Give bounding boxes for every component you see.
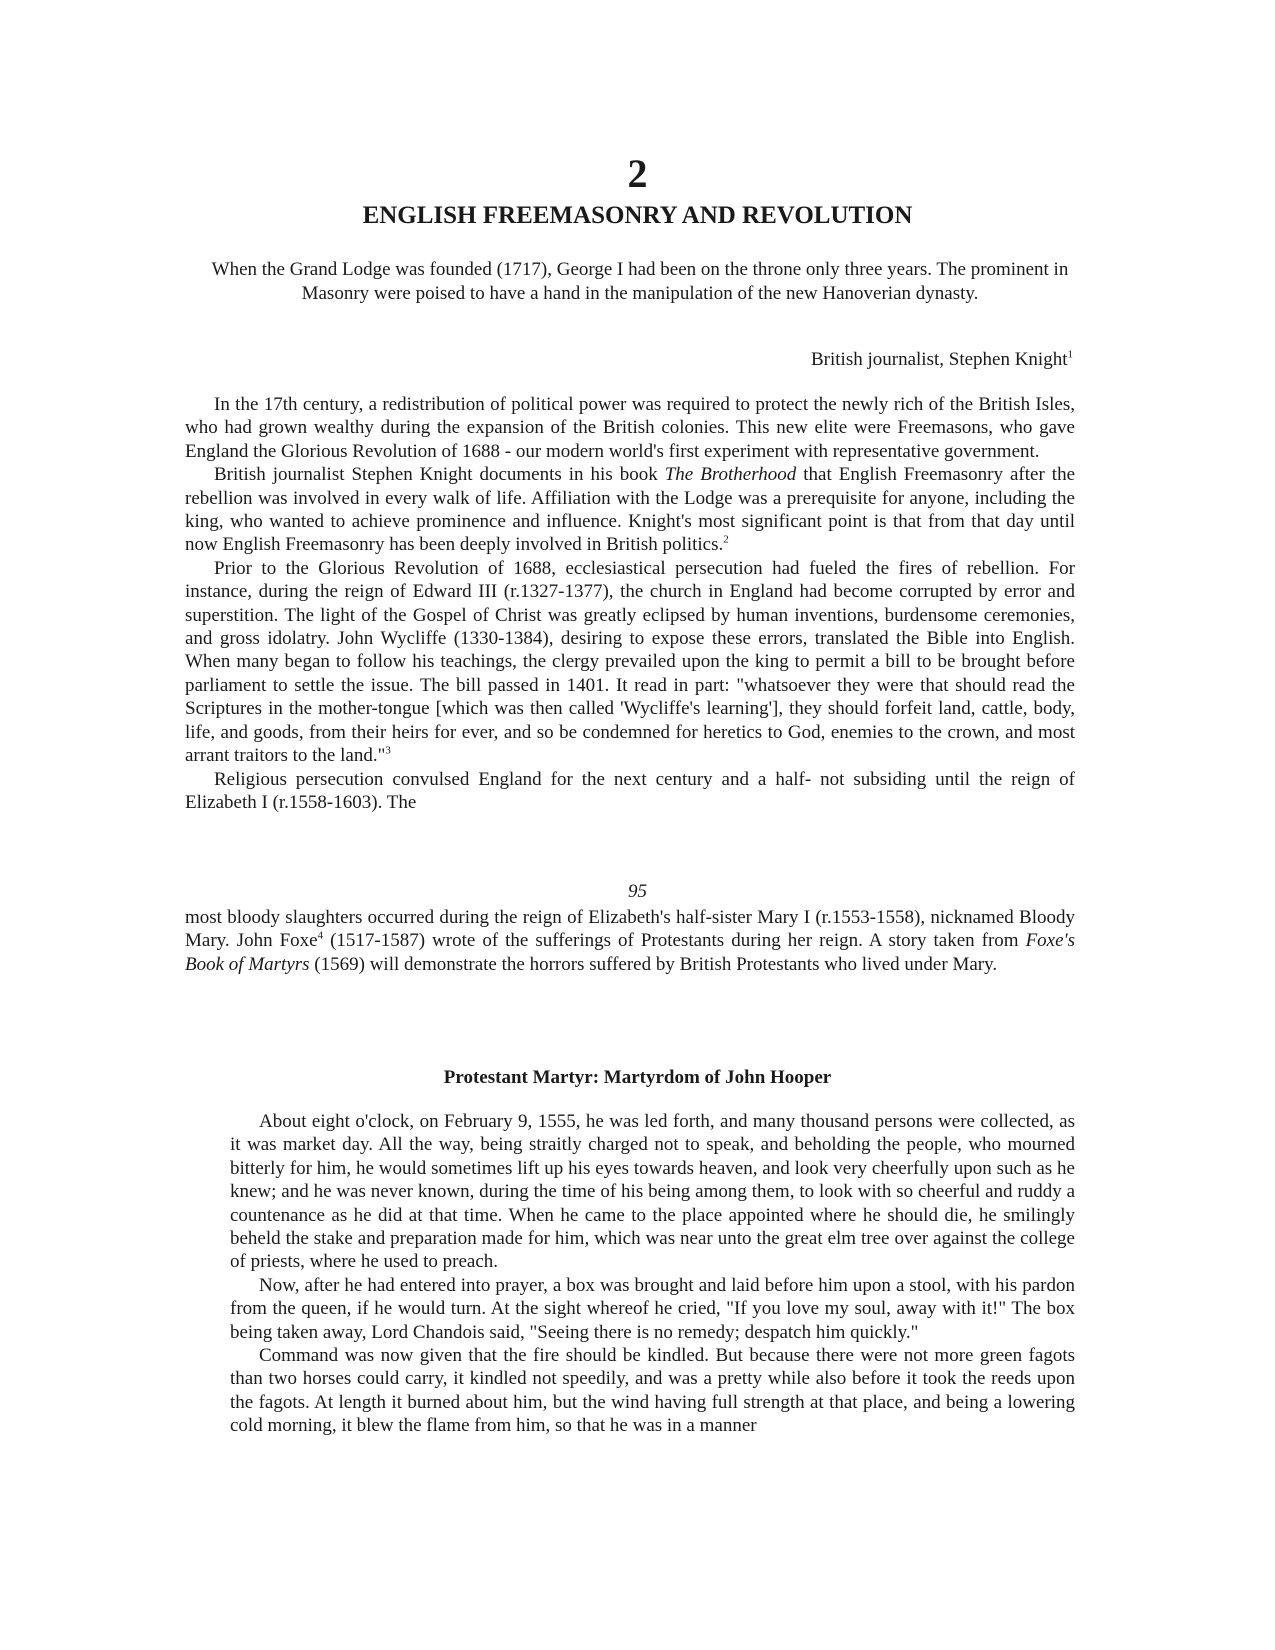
paragraph-1: In the 17th century, a redistribution of political power was required to protect the newly rich of the British Isles, who had grown wealthy during the expansion of the British colonies. This new elite were Freemasons, who gave England the Glorious Revolution of 1688 - our modern world's first experiment with representative government. xyxy=(185,394,1075,462)
continued-text-b: (1517-1587) wrote of the sufferings of Protestants during her reign. A story taken from xyxy=(323,930,1026,952)
epigraph: When the Grand Lodge was founded (1717), George I had been on the throne only three years. The prominent in Masonry were poised to have a hand in the manipulation of the new Hanoverian dynasty. xyxy=(211,259,1069,304)
paragraph-2-text-a: British journalist Stephen Knight documents in his book xyxy=(214,464,665,486)
chapter-number: 2 xyxy=(627,151,648,196)
footnote-ref-1: 1 xyxy=(1067,348,1073,361)
attribution-text: British journalist, Stephen Knight xyxy=(811,349,1068,370)
chapter-title: ENGLISH FREEMASONRY AND REVOLUTION xyxy=(362,202,913,229)
quote-paragraph-3: Command was now given that the fire should be kindled. But because there were not more green fagots than two horses could carry, it kindled not speedily, and was a pretty while also before it took the reeds upon the fagots. At length it burned about him, but the wind having full strength at that place, and being a lowering cold morning, it blew the flame from him, so that he was in a manner xyxy=(230,1345,1075,1437)
footnote-ref-3: 3 xyxy=(385,744,391,757)
section-heading: Protestant Martyr: Martyrdom of John Hooper xyxy=(443,1067,832,1088)
page-number: 95 xyxy=(628,881,647,902)
continued-paragraph xyxy=(185,906,1075,976)
book-title-brotherhood: The Brotherhood xyxy=(664,464,797,486)
book-title-foxe: Foxe's Book of Martyrs xyxy=(185,930,1075,975)
footnote-ref-4: 4 xyxy=(317,930,324,943)
quote-paragraph-2: Now, after he had entered into prayer, a box was brought and laid before him upon a stool, with his pardon from the queen, if he would turn. At the sight whereof he cried, "If you love my soul, away with it!" The box being taken away, Lord Chandois said, "Seeing there is no remedy; despatch him quickly." xyxy=(230,1274,1075,1343)
paragraph-3-text: Prior to the Glorious Revolution of 1688, ecclesiastical persecution had fueled the fires of rebellion. For instance, during the reign of Edward III (r.1327-1377), the church in England had become corrupted by error and superstition. The light of the Gospel of Christ was greatly eclipsed by human inventions, burdensome ceremonies, and gross idolatry. John Wycliffe (1330-1384), desiring to expose these errors, translated the Bible into English. When many began to follow his teachings, the clergy prevailed upon the king to permit a bill to be brought before parliament to settle the issue. The bill passed in 1401. It read in part: "whatsoever they were that should read the Scriptures in the mother-tongue [which was then called 'Wycliffe's learning'], they should forfeit land, cattle, body, life, and goods, from their heirs for ever, and so be condemned for heretics to God, enemies to the crown, and most arrant traitors to the land." xyxy=(185,557,1075,767)
paragraph-3 xyxy=(185,557,1075,768)
continued-text-a: most bloody slaughters occurred during the reign of Elizabeth's half-sister Mary I (r.1553-1558), nicknamed Bloody Mary. John Foxe xyxy=(185,907,1075,952)
footnote-ref-2: 2 xyxy=(723,534,729,547)
continued-text-c: (1569) will demonstrate the horrors suffered by British Protestants who lived under Mary. xyxy=(309,953,998,975)
epigraph-attribution xyxy=(811,348,1073,372)
paragraph-2-text-b: that English Freemasonry after the rebellion was involved in every walk of life. Affiliation with the Lodge was a prerequisite for anyone, including the king, who wanted to achieve prominence and influence. Knight's most significant point is that from that day until now English Freemasonry has been deeply involved in British politics. xyxy=(185,464,1076,556)
continued-text xyxy=(185,906,1075,976)
block-quote xyxy=(230,1110,1075,1438)
paragraph-2 xyxy=(185,463,1075,557)
quote-paragraph-1: About eight o'clock, on February 9, 1555, he was led forth, and many thousand persons were collected, as it was market day. All the way, being straitly charged not to speak, and beholding the people, who mourned bitterly for him, he would sometimes lift up his eyes towards heaven, and look very cheerfully upon such as he knew; and he was never known, during the time of his being among them, to look with so cheerful and ruddy a countenance as he did at that time. When he came to the place appointed where he should die, he smilingly beheld the stake and preparation made for him, which was near unto the great elm tree over against the college of priests, where he used to preach. xyxy=(230,1111,1075,1273)
body-text xyxy=(185,393,1075,814)
paragraph-4: Religious persecution convulsed England for the next century and a half- not subsiding until the reign of Elizabeth I (r.1558-1603). The xyxy=(185,768,1075,813)
